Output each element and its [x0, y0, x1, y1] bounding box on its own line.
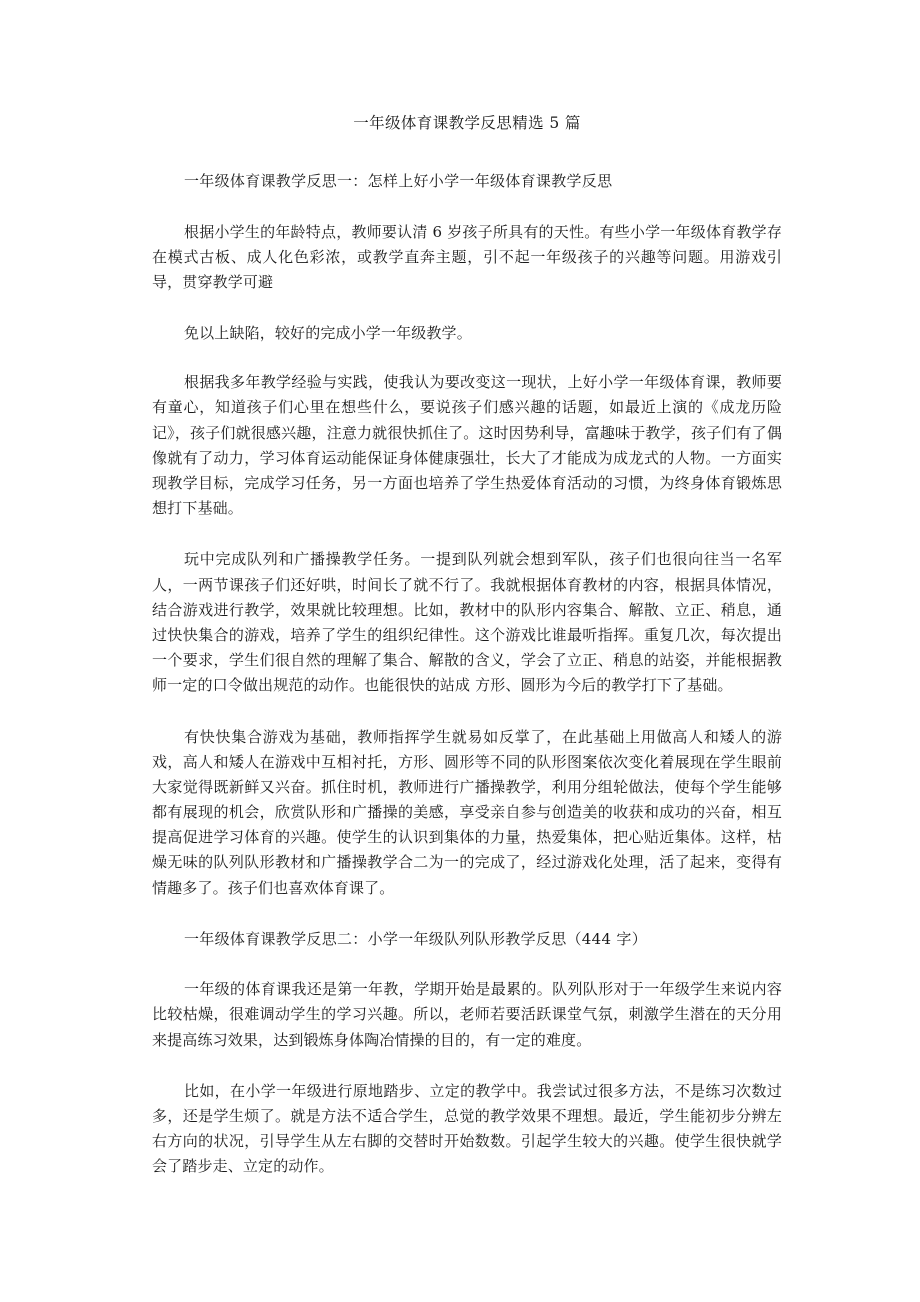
section-2-paragraph-2: 比如，在小学一年级进行原地踏步、立定的教学中。我尝试过很多方法，不是练习次数过多，还是学生烦了。就是方法不适合学生，总觉的教学效果不理想。最近，学生能初步分辨左右方向的状况，引导学生从左右脚的交替时开始数数。引起学生较大的兴趣。使学生很快就学会了踏步走、立定的动作。 — [152, 1081, 782, 1176]
section-heading-2: 一年级体育课教学反思二：小学一年级队列队形教学反思（444 字） — [184, 929, 648, 948]
section-1-paragraph-3: 根据我多年教学经验与实践，使我认为要改变这一现状，上好小学一年级体育课，教师要有童心，知道孩子们心里在想些什么，要说孩子们感兴趣的话题，如最近上演的《成龙历险记》，孩子们就很感兴趣，注意力就很快抓住了。这时因势利导，富趣味于教学，孩子们有了偶像就有了动力，学习体育运动能保证身体健康强壮，长大了才能成为成龙式的人物。一方面实现教学目标，完成学习任务，另一方面也培养了学生热爱体育活动的习惯，为终身体育锻炼思想打下基础。 — [152, 373, 782, 518]
section-1-paragraph-2: 免以上缺陷，较好的完成小学一年级教学。 — [184, 324, 472, 343]
section-1-paragraph-5: 有快快集合游戏为基础，教师指挥学生就易如反掌了，在此基础上用做高人和矮人的游戏，高人和矮人在游戏中互相衬托，方形、圆形等不同的队形图案依次变化着展现在学生眼前大家觉得既新鲜又兴奋。抓住时机，教师进行广播操教学，利用分组轮做法，使每个学生能够都有展现的机会，欣赏队形和广播操的美感，享受亲自参与创造美的收获和成功的兴奋，相互提高促进学习体育的兴趣。使学生的认识到集体的力量，热爱集体，把心贴近集体。这样，枯燥无味的队列队形教材和广播操教学合二为一的完成了，经过游戏化处理，活了起来，变得有情趣多了。孩子们也喜欢体育课了。 — [152, 727, 782, 897]
section-heading-1: 一年级体育课教学反思一：怎样上好小学一年级体育课教学反思 — [184, 172, 613, 191]
section-1-paragraph-4: 玩中完成队列和广播操教学任务。一提到队列就会想到军队，孩子们也很向往当一名军人，一两节课孩子们还好哄，时间长了就不行了。我就根据体育教材的内容，根据具体情况，结合游戏进行教学，效果就比较理想。比如，教材中的队形内容集合、解散、立正、稍息，通过快快集合的游戏，培养了学生的组织纪律性。这个游戏比谁最听指挥。重复几次，每次提出一个要求，学生们很自然的理解了集合、解散的含义，学会了立正、稍息的站姿，并能根据教师一定的口令做出规范的动作。也能很快的站成 方形、圆形为今后的教学打下了基础。 — [152, 550, 782, 695]
section-2-paragraph-1: 一年级的体育课我还是第一年教，学期开始是最累的。队列队形对于一年级学生来说内容比较枯燥，很难调动学生的学习兴趣。所以，老师若要活跃课堂气氛，刺激学生潜在的天分用来提高练习效果，达到锻炼身体陶冶情操的目的，有一定的难度。 — [152, 980, 782, 1049]
page-title: 一年级体育课教学反思精选 5 篇 — [353, 114, 581, 132]
document-body — [152, 112, 782, 1179]
section-1-paragraph-1: 根据小学生的年龄特点，教师要认清 6 岁孩子所具有的天性。有些小学一年级体育教学存在模式古板、成人化色彩浓，或教学直奔主题，引不起一年级孩子的兴趣等问题。用游戏引导，贯穿教学可避 — [152, 222, 782, 291]
